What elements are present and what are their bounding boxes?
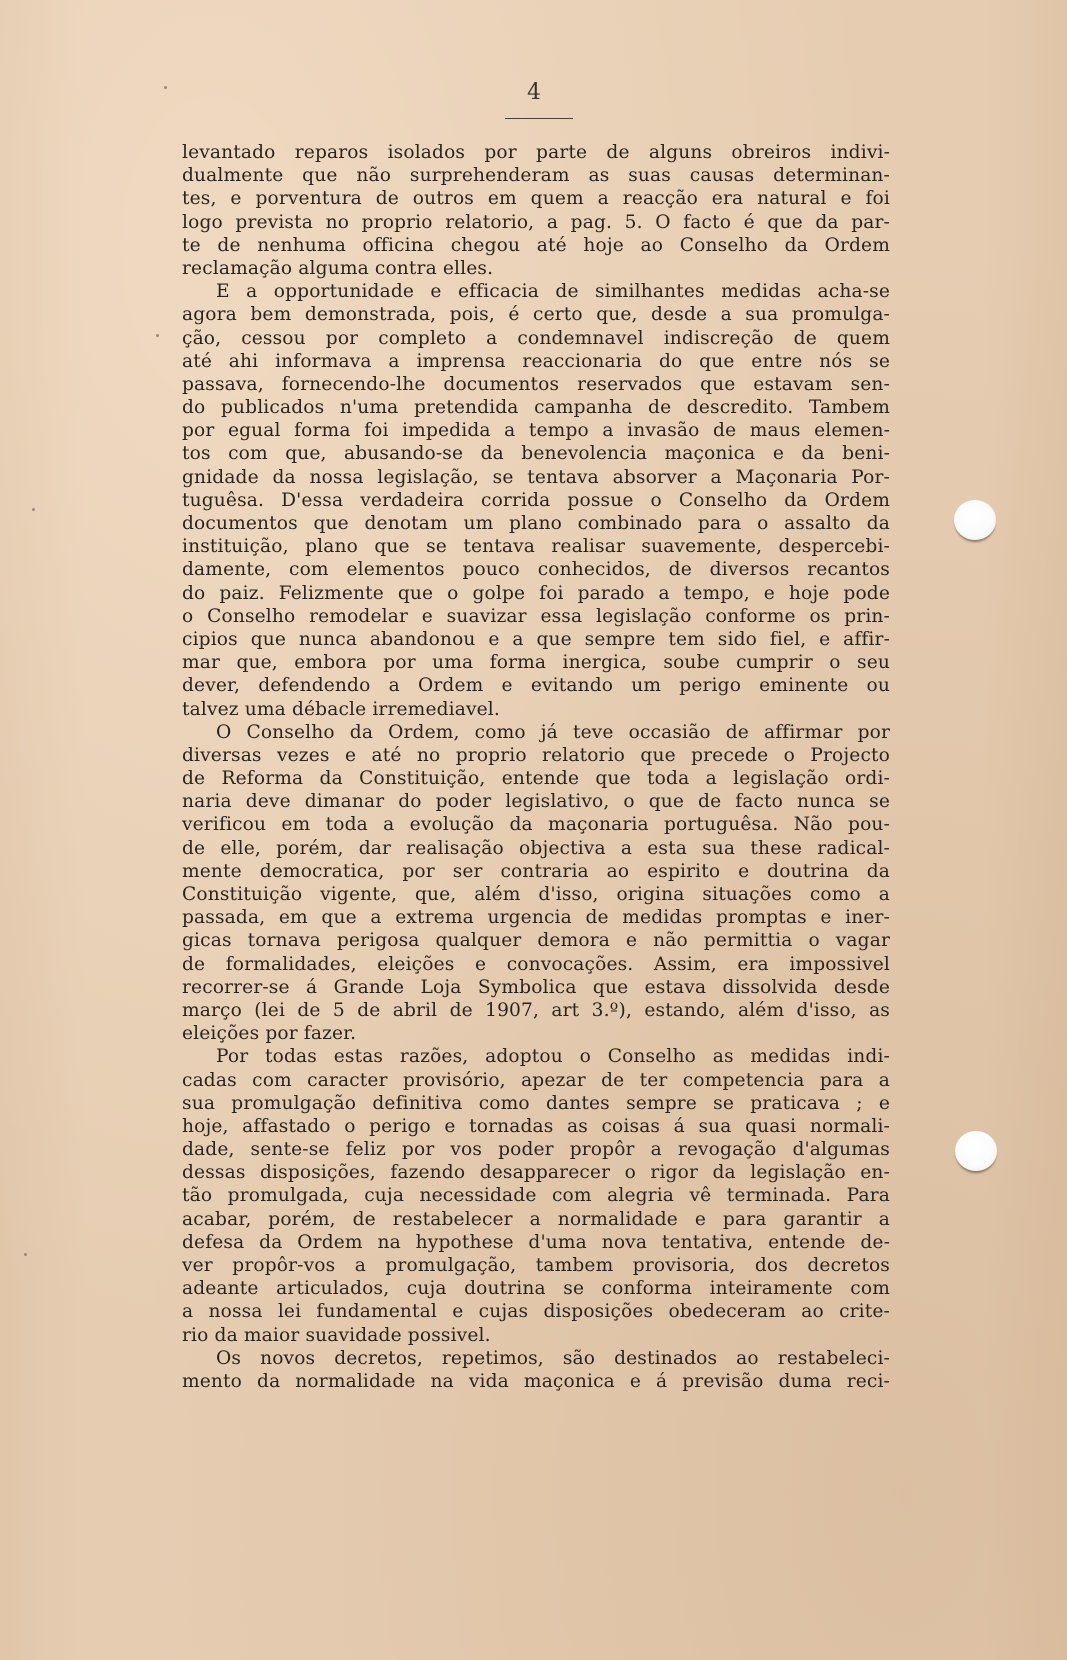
text-line: tes, e porventura de outros em quem a reacção era natural e foi — [182, 188, 890, 210]
text-line: março (lei de 5 de abril de 1907, art 3.º), estando, além d'isso, as — [182, 999, 890, 1021]
text-line: verificou em toda a evolução da maçonaria portuguêsa. Não pou- — [182, 814, 890, 836]
text-line: mento da normalidade na vida maçonica e á previsão duma reci- — [182, 1370, 890, 1392]
text-line: Constituição vigente, que, além d'isso, origina situações como a — [182, 884, 890, 905]
text-line: Por todas estas razões, adoptou o Conselho as medidas indi- — [216, 1046, 890, 1068]
text-line: eleições por fazer. — [182, 1023, 357, 1045]
page-number: 4 — [527, 80, 541, 105]
paper-speck — [24, 1253, 27, 1256]
text-line: o Conselho remodelar e suavizar essa legislação conforme os prin- — [182, 605, 890, 627]
text-line: a nossa lei fundamental e cujas disposições obedeceram ao crite- — [182, 1301, 890, 1323]
text-line: adeante articulados, cuja doutrina se conforma inteiramente com — [182, 1278, 890, 1300]
text-line: te de nenhuma officina chegou até hoje ao Conselho da Ordem — [182, 234, 890, 256]
text-line: talvez uma débacle irremediavel. — [182, 698, 500, 720]
text-line: instituição, plano que se tentava realisar suavemente, despercebi- — [182, 536, 890, 558]
page-number-rule — [505, 118, 573, 119]
text-line: naria deve dimanar do poder legislativo, o que de facto nunca se — [182, 791, 890, 813]
text-line: de elle, porém, dar realisação objectiva a esta sua these radical- — [182, 837, 890, 859]
text-line: passava, fornecendo-lhe documentos reservados que estavam sen- — [182, 373, 890, 395]
text-line: damente, com elementos pouco conhecidos, de diversos recantos — [182, 559, 890, 581]
text-line: cipios que nunca abandonou e a que sempre tem sido fiel, e affir- — [182, 628, 890, 650]
paper-speck — [164, 86, 167, 89]
text-line: de formalidades, eleições e convocações. Assim, era impossivel — [182, 953, 890, 975]
text-line: dessas disposições, fazendo desapparecer o rigor da legislação en- — [182, 1162, 890, 1184]
text-line: mente democratica, por ser contraria ao espirito e doutrina da — [182, 860, 890, 882]
text-line: gicas tornava perigosa qualquer demora e não permittia o vagar — [182, 930, 890, 952]
text-line: dade, sente-se feliz por vos poder propôr a revogação d'algumas — [182, 1139, 890, 1161]
text-line: mar que, embora por uma forma inergica, soube cumprir o seu — [182, 652, 890, 674]
text-line: do paiz. Felizmente que o golpe foi parado a tempo, e hoje pode — [182, 582, 890, 604]
text-line: tos com que, abusando-se da benevolencia maçonica e da beni- — [182, 443, 890, 465]
text-line: ção, cessou por completo a condemnavel indiscreção de quem — [182, 327, 890, 349]
text-line: ver propôr-vos a promulgação, tambem provisoria, dos decretos — [182, 1255, 890, 1276]
text-line: E a opportunidade e efficacia de similhantes medidas acha-se — [216, 281, 890, 303]
text-line: sua promulgação definitiva como dantes sempre se praticava ; e — [182, 1092, 890, 1114]
text-line: reclamação alguma contra elles. — [182, 257, 494, 279]
text-line: passada, em que a extrema urgencia de medidas promptas e iner- — [182, 907, 890, 929]
body-text — [182, 141, 890, 1393]
text-line: de Reforma da Constituição, entende que toda a legislação ordi- — [182, 768, 890, 790]
text-line: documentos que denotam um plano combinado para o assalto da — [182, 513, 890, 534]
punch-hole — [955, 1131, 997, 1171]
text-line: do publicados n'uma pretendida campanha de descredito. Tambem — [182, 397, 890, 419]
text-line: diversas vezes e até no proprio relatorio que precede o Projecto — [182, 744, 890, 766]
text-line: dever, defendendo a Ordem e evitando um perigo eminente ou — [182, 675, 890, 697]
text-line: levantado reparos isolados por parte de alguns obreiros indivi- — [182, 142, 890, 163]
text-line: defesa da Ordem na hypothese d'uma nova tentativa, entende de- — [182, 1231, 890, 1253]
text-line: recorrer-se á Grande Loja Symbolica que estava dissolvida desde — [182, 976, 890, 998]
text-line: por egual forma foi impedida a tempo a invasão de maus elemen- — [182, 420, 890, 442]
text-line: hoje, affastado o perigo e tornadas as coisas á sua quasi normali- — [182, 1115, 890, 1137]
text-line: agora bem demonstrada, pois, é certo que, desde a sua promulga- — [182, 304, 890, 326]
text-line: tuguêsa. D'essa verdadeira corrida possue o Conselho da Ordem — [182, 489, 890, 511]
text-line: tão promulgada, cuja necessidade com alegria vê terminada. Para — [182, 1185, 890, 1207]
text-line: até ahi informava a imprensa reaccionaria do que entre nós se — [182, 350, 890, 372]
text-line: Os novos decretos, repetimos, são destinados ao restabeleci- — [216, 1347, 890, 1369]
text-line: cadas com caracter provisório, apezar de ter competencia para a — [182, 1069, 890, 1091]
paper-speck — [32, 508, 35, 511]
text-line: O Conselho da Ordem, como já teve occasião de affirmar por — [216, 721, 890, 743]
text-line: logo prevista no proprio relatorio, a pag. 5. O facto é que da par- — [182, 211, 890, 233]
punch-hole — [954, 500, 996, 540]
text-line: rio da maior suavidade possivel. — [182, 1324, 491, 1346]
text-line: gnidade da nossa legislação, se tentava absorver a Maçonaria Por- — [182, 466, 890, 488]
text-line: acabar, porém, de restabelecer a normalidade e para garantir a — [182, 1208, 890, 1230]
paper-speck — [156, 334, 159, 337]
text-line: dualmente que não surprehenderam as suas causas determinan- — [182, 165, 890, 187]
